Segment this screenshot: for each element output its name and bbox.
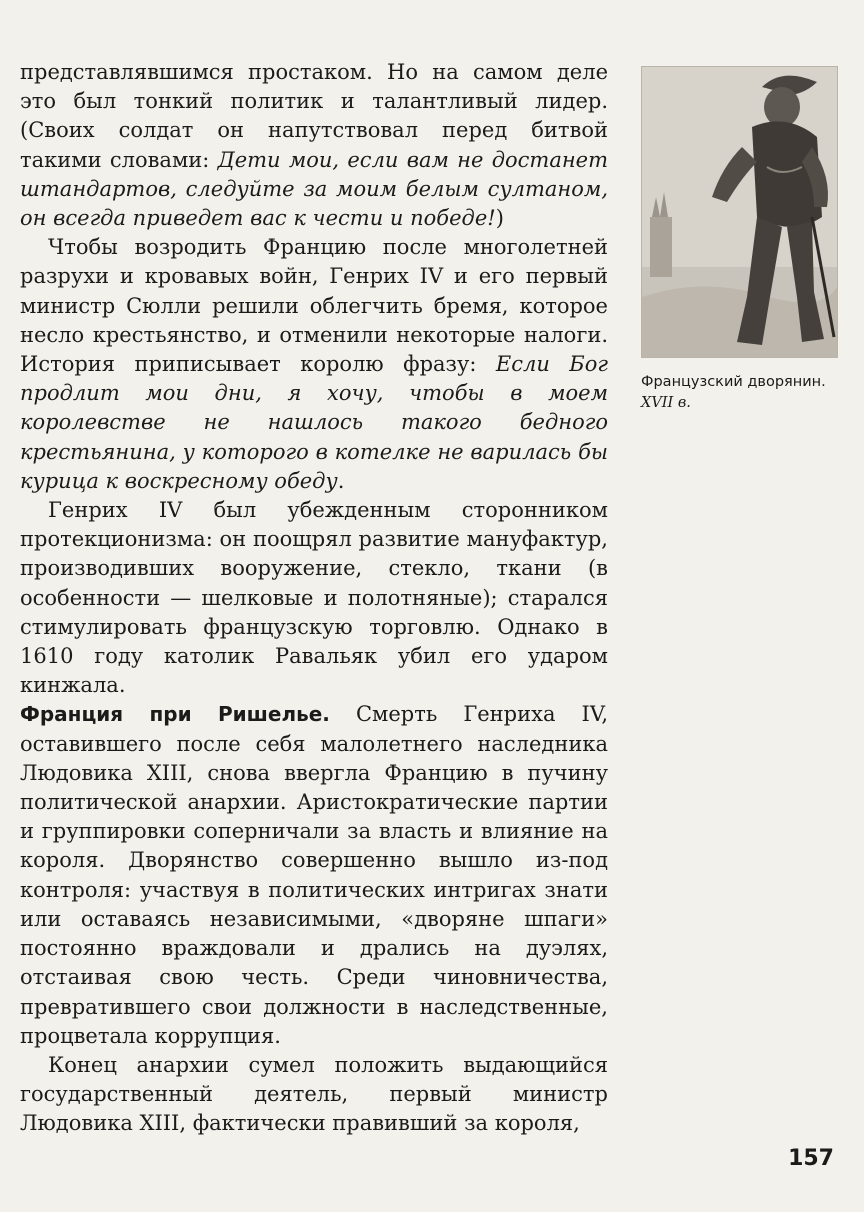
paragraph-4 [20,700,608,1050]
section-heading: Франция при Ришелье. [20,702,330,727]
paragraph-3: Генрих IV был убежденным сторонником протекционизма: он поощрял развитие мануфактур, производивших вооружение, стекло, ткани (в особенности — шелковые и полотняные); старался стимулировать французскую торговлю. Однако в 1610 году католик Равальяк убил его ударом кинжала. [20,498,608,698]
main-text-column [20,58,608,1139]
paragraph-5: Конец анархии сумел положить выдающийся государственный деятель, первый министр Людовика XIII, фактически правивший за короля, [20,1052,608,1136]
caption-century: XVII в. [641,395,691,411]
paragraph-1-closing: ) [495,206,504,231]
paragraph-2-text: Чтобы возродить Францию после многолетней разрухи и кровавых войн, Генрих IV и его первый министр Сюлли решили облегчить бремя, которое несло крестьянство, и отменили некоторые налоги. История приписывает королю фразу: [20,235,608,377]
caption-text: Французский дворянин. [641,374,826,390]
nobleman-illustration [641,66,838,358]
page-number: 157 [788,1146,834,1171]
paragraph-2 [20,233,608,496]
paragraph-2-closing: . [337,468,345,493]
paragraph-2-quote: Если Бог продлит мои дни, я хочу, чтобы в моем королевстве не нашлось такого бедного крестьянина, у которого в котелке не варилась бы курица к воскресному обеду [20,352,608,493]
paragraph-1-text: представлявшимся простаком. Но на самом деле это был тонкий политик и талантливый лидер. (Своих солдат он напутствовал перед битвой такими словами: [20,60,608,172]
paragraph-4-text: Смерть Генриха IV, оставившего после себя малолетнего наследника Людовика XIII, снова ввергла Францию в пучину политической анархии. Аристократические партии и группировки соперничали за власть и влияние на короля. Дворянство совершенно вышло из-под контроля: участвуя в политических интригах знати или оставаясь независимыми, «дворяне шпаги» постоянно враждовали и дрались на дуэлях, отстаивая свою честь. Среди чиновничества, превратившего свои должности в наследственные, процветала коррупция. [20,702,609,1048]
paragraph-1-quote: Дети мои, если вам не достанет штандартов, следуйте за моим белым султаном, он всегда приведет вас к чести и победе! [20,147,609,231]
figure-caption [641,372,851,414]
paragraph-1 [20,58,608,233]
nobleman-engraving-image [642,67,837,357]
